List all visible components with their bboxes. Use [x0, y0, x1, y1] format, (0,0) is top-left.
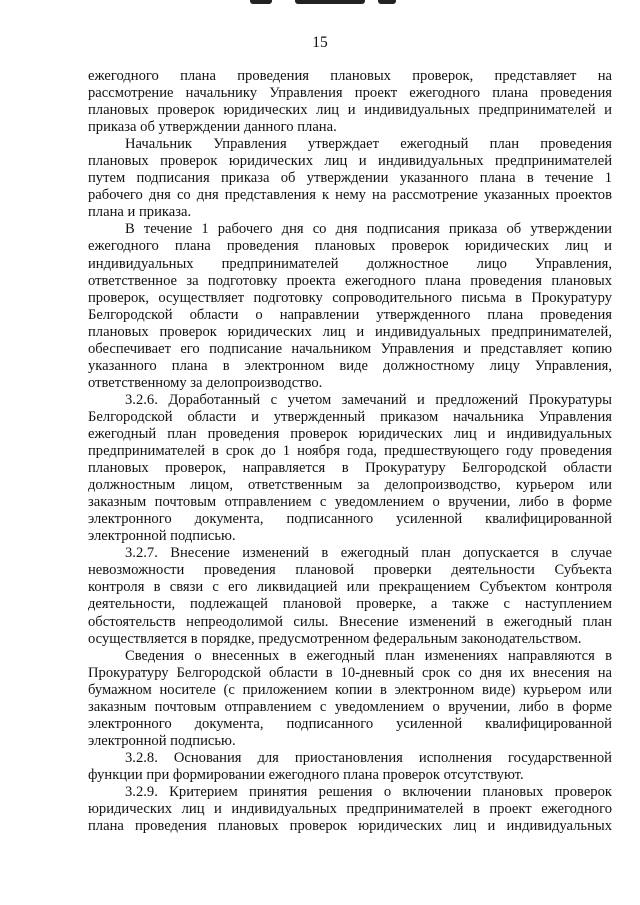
- text-line: обеспечивает его подписание начальником Управления и представляет копию: [88, 340, 612, 357]
- text-line: плана проведения плановых проверок юридических лиц и индивидуальных: [88, 818, 612, 835]
- text-line: контроля в связи с его ликвидацией или прекращением Субъектом контроля: [88, 579, 612, 596]
- text-line: 3.2.9. Критерием принятия решения о включении плановых проверок: [125, 783, 612, 800]
- page-number: 15: [312, 34, 328, 51]
- text-line: 3.2.7. Внесение изменений в ежегодный план допускается в случае: [125, 545, 612, 562]
- text-line: Прокуратуру Белгородской области в 10-дневный срок со дня их внесения на: [88, 664, 612, 681]
- paragraph-p6: [88, 648, 612, 750]
- text-line: заказным почтовым отправлением с уведомлением о вручении, либо в форме: [88, 494, 612, 511]
- text-line: указанного плана в электронном виде должностному лицу Управления,: [88, 357, 612, 374]
- paragraph-p3: [88, 221, 612, 391]
- paragraph-p8: [88, 784, 612, 835]
- text-line: плановых проверок юридических лиц и индивидуальных предпринимателей: [88, 153, 612, 170]
- text-line: Сведения о внесенных в ежегодный план изменениях направляются в: [125, 647, 612, 664]
- text-line: должностным лицом, ответственным за делопроизводство, курьером или: [88, 477, 612, 494]
- paragraph-p2: [88, 136, 612, 221]
- text-line: ежегодного плана проведения плановых проверок, представляет на: [88, 68, 612, 84]
- text-line: юридических лиц и индивидуальных предпринимателей в проект ежегодного: [88, 801, 612, 818]
- paragraph-p4: [88, 392, 612, 545]
- text-line: ответственное за подготовку проекта ежегодного плана проведения плановых: [88, 272, 612, 289]
- text-line: плановых проверок, направляется в Прокуратуру Белгородской области: [88, 460, 612, 477]
- text-line: индивидуальных предпринимателей должностное лицо Управления,: [88, 255, 612, 272]
- paragraph-p7: [88, 750, 612, 784]
- text-line: приказа об утверждении данного плана.: [88, 119, 337, 136]
- text-line: плановых проверок юридических лиц и индивидуальных предпринимателей и: [88, 102, 612, 119]
- text-line: 3.2.6. Доработанный с учетом замечаний и предложений Прокуратуры: [125, 391, 612, 408]
- text-line: Белгородской области о направлении утвержденного плана проведения: [88, 306, 612, 323]
- text-line: проверок, осуществляет подготовку сопроводительного письма в Прокуратуру: [88, 289, 612, 306]
- text-line: плана и приказа.: [88, 204, 192, 221]
- text-line: невозможности проведения плановой проверки деятельности Субъекта: [88, 562, 612, 579]
- text-line: функции при формировании ежегодного плана проверок отсутствуют.: [88, 766, 524, 783]
- text-line: путем подписания приказа об утверждении указанного плана в течение 1: [88, 170, 612, 187]
- text-line: деятельности, подлежащей плановой проверке, а также с наступлением: [88, 596, 612, 613]
- text-line: осуществляется в порядке, предусмотренном федеральным законодательством.: [88, 630, 582, 647]
- paragraph-p5: [88, 545, 612, 647]
- text-line: обстоятельств непреодолимой силы. Внесение изменений в ежегодный план: [88, 613, 612, 630]
- text-line: ответственному за делопроизводство.: [88, 374, 323, 391]
- paragraph-p1: [88, 68, 612, 136]
- text-line: электронного документа, подписанного усиленной квалифицированной: [88, 715, 612, 732]
- scan-artifact-mark: [250, 0, 400, 6]
- text-line: рассмотрение начальнику Управления проект ежегодного плана проведения: [88, 85, 612, 102]
- text-line: Белгородской области и утвержденный приказом начальника Управления: [88, 408, 612, 425]
- text-line: ежегодный план проведения проверок юридических лиц и индивидуальных: [88, 425, 612, 442]
- text-line: плановых проверок юридических лиц и индивидуальных предпринимателей,: [88, 323, 612, 340]
- text-line: предпринимателей в срок до 1 ноября года, предшествующего году проведения: [88, 443, 612, 460]
- text-line: электронной подписью.: [88, 732, 236, 749]
- text-line: ежегодного плана проведения плановых проверок юридических лиц и: [88, 238, 612, 255]
- text-line: 3.2.8. Основания для приостановления исполнения государственной: [125, 749, 612, 766]
- text-line: заказным почтовым отправлением с уведомлением о вручении, либо в форме: [88, 698, 612, 715]
- text-line: бумажном носителе (с приложением копии в электронном виде) курьером или: [88, 681, 612, 698]
- text-line: электронной подписью.: [88, 528, 236, 545]
- text-line: рабочего дня со дня представления к нему на рассмотрение указанных проектов: [88, 187, 612, 204]
- text-line: Начальник Управления утверждает ежегодный план проведения: [125, 136, 612, 153]
- text-line: электронного документа, подписанного усиленной квалифицированной: [88, 511, 612, 528]
- document-body: [88, 68, 612, 835]
- text-line: В течение 1 рабочего дня со дня подписания приказа об утверждении: [125, 221, 612, 238]
